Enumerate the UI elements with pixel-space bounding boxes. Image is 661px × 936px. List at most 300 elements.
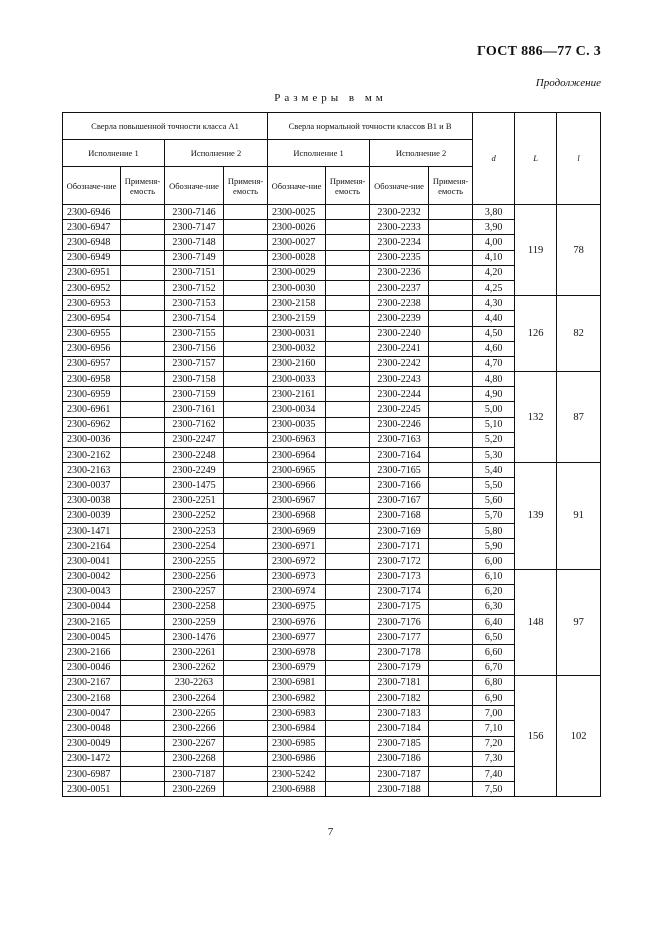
cell-b-exec1-designation: 2300-6977: [268, 630, 326, 645]
cell-a1-exec2-designation: 230-2263: [165, 675, 224, 690]
cell-a1-exec2-designation: 2300-2253: [165, 523, 224, 538]
cell-b-exec1-applicability: [326, 326, 370, 341]
cell-diameter: 5,90: [473, 539, 515, 554]
cell-b-exec2-designation: 2300-7179: [370, 660, 429, 675]
cell-b-exec2-applicability: [429, 539, 473, 554]
cell-a1-exec1-applicability: [121, 463, 165, 478]
cell-diameter: 6,50: [473, 630, 515, 645]
page-number: 7: [327, 826, 334, 838]
cell-b-exec1-designation: 2300-6971: [268, 539, 326, 554]
header-applicability: Применя-емость: [224, 167, 268, 205]
cell-a1-exec1-applicability: [121, 311, 165, 326]
cell-a1-exec1-applicability: [121, 539, 165, 554]
cell-a1-exec1-designation: 2300-0036: [63, 432, 121, 447]
cell-b-exec2-designation: 2300-7178: [370, 645, 429, 660]
cell-diameter: 5,70: [473, 508, 515, 523]
cell-diameter: 6,40: [473, 615, 515, 630]
cell-a1-exec2-applicability: [224, 432, 268, 447]
cell-b-exec1-designation: 2300-5242: [268, 766, 326, 781]
cell-b-exec2-designation: 2300-7182: [370, 691, 429, 706]
cell-a1-exec2-applicability: [224, 205, 268, 220]
cell-a1-exec1-designation: 2300-0046: [63, 660, 121, 675]
cell-a1-exec1-designation: 2300-6953: [63, 296, 121, 311]
cell-a1-exec2-applicability: [224, 539, 268, 554]
table-row: [63, 372, 601, 387]
header-col-d: d: [473, 113, 515, 205]
cell-a1-exec1-applicability: [121, 554, 165, 569]
cell-a1-exec2-applicability: [224, 478, 268, 493]
cell-b-exec2-applicability: [429, 220, 473, 235]
cell-a1-exec1-designation: 2300-2165: [63, 615, 121, 630]
cell-b-exec2-applicability: [429, 554, 473, 569]
cell-a1-exec1-applicability: [121, 326, 165, 341]
cell-a1-exec2-applicability: [224, 280, 268, 295]
cell-b-exec2-applicability: [429, 372, 473, 387]
cell-b-exec2-designation: 2300-2240: [370, 326, 429, 341]
cell-a1-exec1-applicability: [121, 341, 165, 356]
cell-a1-exec2-applicability: [224, 493, 268, 508]
cell-b-exec2-designation: 2300-7171: [370, 539, 429, 554]
cell-diameter: 5,40: [473, 463, 515, 478]
cell-b-exec1-designation: 2300-6985: [268, 736, 326, 751]
cell-b-exec1-applicability: [326, 205, 370, 220]
cell-b-exec2-applicability: [429, 417, 473, 432]
cell-b-exec2-applicability: [429, 448, 473, 463]
cell-a1-exec2-designation: 2300-2251: [165, 493, 224, 508]
cell-a1-exec1-applicability: [121, 630, 165, 645]
cell-b-exec2-applicability: [429, 721, 473, 736]
cell-b-exec2-applicability: [429, 205, 473, 220]
cell-b-exec2-designation: 2300-7169: [370, 523, 429, 538]
cell-a1-exec1-designation: 2300-6952: [63, 280, 121, 295]
cell-a1-exec2-designation: 2300-7157: [165, 356, 224, 371]
drill-designation-table: [62, 112, 601, 797]
cell-diameter: 5,00: [473, 402, 515, 417]
cell-a1-exec2-applicability: [224, 311, 268, 326]
cell-a1-exec2-designation: 2300-7147: [165, 220, 224, 235]
cell-b-exec1-designation: 2300-6963: [268, 432, 326, 447]
cell-a1-exec1-designation: 2300-0038: [63, 493, 121, 508]
cell-a1-exec2-applicability: [224, 372, 268, 387]
cell-a1-exec2-designation: 2300-2265: [165, 706, 224, 721]
cell-a1-exec2-applicability: [224, 356, 268, 371]
cell-a1-exec2-designation: 2300-7148: [165, 235, 224, 250]
cell-a1-exec2-applicability: [224, 523, 268, 538]
cell-a1-exec2-designation: 2300-7155: [165, 326, 224, 341]
cell-a1-exec1-applicability: [121, 736, 165, 751]
cell-b-exec1-designation: 2300-6988: [268, 782, 326, 797]
cell-diameter: 5,80: [473, 523, 515, 538]
cell-diameter: 6,90: [473, 691, 515, 706]
cell-a1-exec1-designation: 2300-0037: [63, 478, 121, 493]
cell-a1-exec2-designation: 2300-2268: [165, 751, 224, 766]
cell-b-exec2-designation: 2300-2239: [370, 311, 429, 326]
cell-b-exec2-applicability: [429, 463, 473, 478]
cell-b-exec1-designation: 2300-6975: [268, 599, 326, 614]
cell-diameter: 4,10: [473, 250, 515, 265]
cell-b-exec1-designation: 2300-6982: [268, 691, 326, 706]
cell-b-exec2-applicability: [429, 691, 473, 706]
cell-b-exec2-designation: 2300-2238: [370, 296, 429, 311]
cell-b-exec1-applicability: [326, 311, 370, 326]
cell-a1-exec2-designation: 2300-7153: [165, 296, 224, 311]
cell-a1-exec1-designation: 2300-6958: [63, 372, 121, 387]
cell-b-exec1-designation: 2300-2158: [268, 296, 326, 311]
cell-a1-exec1-designation: 2300-6957: [63, 356, 121, 371]
cell-a1-exec1-designation: 2300-0042: [63, 569, 121, 584]
cell-a1-exec2-designation: 2300-7158: [165, 372, 224, 387]
cell-b-exec1-designation: 2300-6976: [268, 615, 326, 630]
cell-diameter: 5,20: [473, 432, 515, 447]
cell-b-exec1-applicability: [326, 675, 370, 690]
cell-a1-exec2-applicability: [224, 508, 268, 523]
cell-b-exec1-designation: 2300-6979: [268, 660, 326, 675]
cell-b-exec1-applicability: [326, 235, 370, 250]
cell-b-exec1-designation: 2300-0028: [268, 250, 326, 265]
cell-length-L: 148: [515, 569, 557, 675]
cell-b-exec1-applicability: [326, 584, 370, 599]
table-row: [63, 296, 601, 311]
cell-a1-exec1-applicability: [121, 235, 165, 250]
cell-diameter: 5,10: [473, 417, 515, 432]
cell-b-exec2-designation: 2300-7176: [370, 615, 429, 630]
cell-diameter: 3,80: [473, 205, 515, 220]
cell-a1-exec1-applicability: [121, 432, 165, 447]
cell-a1-exec2-applicability: [224, 326, 268, 341]
document-code: ГОСТ 886—77 С. 3: [477, 44, 601, 59]
cell-a1-exec2-designation: 2300-7154: [165, 311, 224, 326]
cell-b-exec1-applicability: [326, 523, 370, 538]
cell-a1-exec2-applicability: [224, 691, 268, 706]
cell-b-exec1-designation: 2300-6966: [268, 478, 326, 493]
table-row: [63, 675, 601, 690]
cell-a1-exec1-applicability: [121, 645, 165, 660]
header-applicability: Применя-емость: [121, 167, 165, 205]
cell-a1-exec1-designation: 2300-6949: [63, 250, 121, 265]
cell-b-exec2-designation: 2300-7185: [370, 736, 429, 751]
cell-b-exec1-applicability: [326, 782, 370, 797]
cell-a1-exec2-designation: 2300-2249: [165, 463, 224, 478]
cell-b-exec1-designation: 2300-2159: [268, 311, 326, 326]
cell-b-exec1-designation: 2300-6983: [268, 706, 326, 721]
cell-a1-exec2-designation: 2300-7159: [165, 387, 224, 402]
cell-b-exec1-applicability: [326, 341, 370, 356]
cell-diameter: 7,40: [473, 766, 515, 781]
cell-diameter: 4,20: [473, 265, 515, 280]
table-row: [63, 569, 601, 584]
cell-b-exec2-designation: 2300-7184: [370, 721, 429, 736]
cell-length-l: 97: [557, 569, 601, 675]
cell-diameter: 5,50: [473, 478, 515, 493]
cell-diameter: 6,80: [473, 675, 515, 690]
header-designation: Обозначе-ние: [63, 167, 121, 205]
cell-a1-exec2-designation: 2300-1475: [165, 478, 224, 493]
cell-a1-exec2-applicability: [224, 387, 268, 402]
cell-a1-exec1-designation: 2300-6955: [63, 326, 121, 341]
cell-a1-exec1-applicability: [121, 782, 165, 797]
cell-b-exec2-applicability: [429, 645, 473, 660]
cell-b-exec1-applicability: [326, 508, 370, 523]
cell-a1-exec2-applicability: [224, 448, 268, 463]
cell-diameter: 4,90: [473, 387, 515, 402]
cell-diameter: 7,20: [473, 736, 515, 751]
cell-b-exec2-applicability: [429, 341, 473, 356]
cell-a1-exec2-applicability: [224, 766, 268, 781]
cell-diameter: 7,00: [473, 706, 515, 721]
cell-b-exec1-designation: 2300-0033: [268, 372, 326, 387]
cell-a1-exec2-designation: 2300-1476: [165, 630, 224, 645]
cell-diameter: 7,30: [473, 751, 515, 766]
cell-b-exec2-applicability: [429, 584, 473, 599]
cell-a1-exec2-applicability: [224, 645, 268, 660]
cell-a1-exec1-designation: 2300-2167: [63, 675, 121, 690]
cell-b-exec2-designation: 2300-7181: [370, 675, 429, 690]
cell-b-exec2-designation: 2300-2236: [370, 265, 429, 280]
cell-a1-exec1-designation: 2300-0051: [63, 782, 121, 797]
cell-a1-exec1-designation: 2300-6946: [63, 205, 121, 220]
cell-b-exec1-applicability: [326, 448, 370, 463]
cell-diameter: 4,50: [473, 326, 515, 341]
cell-length-L: 126: [515, 296, 557, 372]
header-applicability: Применя-емость: [326, 167, 370, 205]
cell-b-exec1-applicability: [326, 463, 370, 478]
cell-diameter: 4,60: [473, 341, 515, 356]
cell-b-exec1-designation: 2300-0029: [268, 265, 326, 280]
cell-length-L: 119: [515, 205, 557, 296]
cell-b-exec1-designation: 2300-0034: [268, 402, 326, 417]
cell-a1-exec2-applicability: [224, 296, 268, 311]
cell-a1-exec1-applicability: [121, 296, 165, 311]
cell-b-exec1-applicability: [326, 569, 370, 584]
cell-b-exec2-designation: 2300-7168: [370, 508, 429, 523]
header-designation: Обозначе-ние: [268, 167, 326, 205]
cell-a1-exec1-designation: 2300-6959: [63, 387, 121, 402]
cell-a1-exec2-designation: 2300-7151: [165, 265, 224, 280]
cell-a1-exec1-applicability: [121, 660, 165, 675]
cell-b-exec1-applicability: [326, 539, 370, 554]
cell-diameter: 4,30: [473, 296, 515, 311]
cell-diameter: 4,40: [473, 311, 515, 326]
cell-diameter: 6,30: [473, 599, 515, 614]
cell-a1-exec2-applicability: [224, 751, 268, 766]
cell-b-exec1-designation: 2300-0026: [268, 220, 326, 235]
cell-diameter: 7,10: [473, 721, 515, 736]
cell-length-l: 82: [557, 296, 601, 372]
cell-b-exec1-designation: 2300-0032: [268, 341, 326, 356]
cell-b-exec1-designation: 2300-0027: [268, 235, 326, 250]
cell-a1-exec2-designation: 2300-2248: [165, 448, 224, 463]
cell-a1-exec1-designation: 2300-0049: [63, 736, 121, 751]
cell-diameter: 6,60: [473, 645, 515, 660]
cell-diameter: 7,50: [473, 782, 515, 797]
cell-a1-exec1-designation: 2300-6987: [63, 766, 121, 781]
cell-a1-exec1-applicability: [121, 448, 165, 463]
cell-a1-exec1-applicability: [121, 691, 165, 706]
cell-a1-exec1-applicability: [121, 478, 165, 493]
cell-length-l: 91: [557, 463, 601, 569]
cell-b-exec2-designation: 2300-2234: [370, 235, 429, 250]
cell-a1-exec1-designation: 2300-2162: [63, 448, 121, 463]
cell-a1-exec1-designation: 2300-2164: [63, 539, 121, 554]
cell-b-exec2-applicability: [429, 280, 473, 295]
header-a1-exec2: Исполнение 2: [165, 140, 268, 167]
cell-a1-exec1-designation: 2300-1471: [63, 523, 121, 538]
cell-a1-exec2-designation: 2300-7149: [165, 250, 224, 265]
cell-a1-exec2-designation: 2300-7162: [165, 417, 224, 432]
header-col-l: l: [557, 113, 601, 205]
cell-a1-exec2-designation: 2300-2259: [165, 615, 224, 630]
cell-a1-exec2-applicability: [224, 675, 268, 690]
cell-diameter: 6,10: [473, 569, 515, 584]
cell-a1-exec1-designation: 2300-2168: [63, 691, 121, 706]
cell-a1-exec2-applicability: [224, 250, 268, 265]
cell-b-exec2-applicability: [429, 569, 473, 584]
cell-b-exec1-designation: 2300-0031: [268, 326, 326, 341]
cell-b-exec1-designation: 2300-0035: [268, 417, 326, 432]
cell-b-exec2-applicability: [429, 402, 473, 417]
cell-b-exec1-applicability: [326, 250, 370, 265]
cell-b-exec2-designation: 2300-2246: [370, 417, 429, 432]
cell-b-exec1-applicability: [326, 736, 370, 751]
header-applicability: Применя-емость: [429, 167, 473, 205]
cell-a1-exec1-designation: 2300-0044: [63, 599, 121, 614]
cell-b-exec2-applicability: [429, 766, 473, 781]
cell-a1-exec1-designation: 2300-6961: [63, 402, 121, 417]
cell-b-exec1-designation: 2300-6972: [268, 554, 326, 569]
header-group-a1: Сверла повышенной точности класса А1: [63, 113, 268, 140]
cell-b-exec2-designation: 2300-7163: [370, 432, 429, 447]
cell-b-exec2-applicability: [429, 660, 473, 675]
cell-diameter: 3,90: [473, 220, 515, 235]
cell-a1-exec1-applicability: [121, 584, 165, 599]
cell-b-exec2-applicability: [429, 706, 473, 721]
cell-b-exec2-designation: 2300-2241: [370, 341, 429, 356]
cell-b-exec2-applicability: [429, 508, 473, 523]
cell-a1-exec2-applicability: [224, 569, 268, 584]
cell-a1-exec2-designation: 2300-2261: [165, 645, 224, 660]
header-designation: Обозначе-ние: [370, 167, 429, 205]
cell-b-exec1-designation: 2300-2160: [268, 356, 326, 371]
cell-a1-exec1-applicability: [121, 675, 165, 690]
cell-a1-exec2-designation: 2300-2258: [165, 599, 224, 614]
cell-b-exec1-designation: 2300-6974: [268, 584, 326, 599]
cell-a1-exec2-designation: 2300-2254: [165, 539, 224, 554]
cell-b-exec1-designation: 2300-6965: [268, 463, 326, 478]
drill-table-wrapper: [62, 112, 600, 797]
cell-b-exec1-designation: 2300-6984: [268, 721, 326, 736]
cell-a1-exec1-applicability: [121, 280, 165, 295]
cell-b-exec2-applicability: [429, 311, 473, 326]
cell-a1-exec1-designation: 2300-0043: [63, 584, 121, 599]
cell-a1-exec2-designation: 2300-2252: [165, 508, 224, 523]
cell-a1-exec2-applicability: [224, 736, 268, 751]
cell-b-exec2-applicability: [429, 478, 473, 493]
cell-a1-exec1-designation: 2300-6948: [63, 235, 121, 250]
cell-length-L: 139: [515, 463, 557, 569]
cell-b-exec1-applicability: [326, 280, 370, 295]
cell-a1-exec2-designation: 2300-7161: [165, 402, 224, 417]
cell-b-exec2-designation: 2300-7172: [370, 554, 429, 569]
cell-a1-exec1-applicability: [121, 356, 165, 371]
cell-b-exec2-designation: 2300-2242: [370, 356, 429, 371]
cell-a1-exec2-applicability: [224, 706, 268, 721]
cell-a1-exec1-applicability: [121, 766, 165, 781]
cell-a1-exec1-applicability: [121, 751, 165, 766]
cell-b-exec1-applicability: [326, 721, 370, 736]
cell-b-exec1-applicability: [326, 387, 370, 402]
cell-b-exec2-designation: 2300-7164: [370, 448, 429, 463]
cell-a1-exec2-designation: 2300-2266: [165, 721, 224, 736]
cell-b-exec1-designation: 2300-0025: [268, 205, 326, 220]
header-b-exec2: Исполнение 2: [370, 140, 473, 167]
cell-b-exec2-designation: 2300-7166: [370, 478, 429, 493]
cell-a1-exec2-applicability: [224, 402, 268, 417]
cell-a1-exec2-applicability: [224, 660, 268, 675]
cell-a1-exec1-applicability: [121, 205, 165, 220]
cell-b-exec1-applicability: [326, 599, 370, 614]
cell-b-exec2-applicability: [429, 493, 473, 508]
cell-b-exec1-designation: 2300-6978: [268, 645, 326, 660]
cell-a1-exec1-designation: 2300-2166: [63, 645, 121, 660]
cell-b-exec2-designation: 2300-7167: [370, 493, 429, 508]
cell-b-exec1-applicability: [326, 356, 370, 371]
table-row: [63, 463, 601, 478]
cell-b-exec2-applicability: [429, 630, 473, 645]
cell-diameter: 4,80: [473, 372, 515, 387]
cell-diameter: 6,00: [473, 554, 515, 569]
cell-b-exec2-applicability: [429, 751, 473, 766]
cell-a1-exec2-designation: 2300-7187: [165, 766, 224, 781]
header-group-b1b: Сверла нормальной точности классов В1 и В: [268, 113, 473, 140]
cell-b-exec2-designation: 2300-7174: [370, 584, 429, 599]
cell-b-exec1-designation: 2300-6964: [268, 448, 326, 463]
cell-b-exec2-designation: 2300-2233: [370, 220, 429, 235]
cell-b-exec1-applicability: [326, 432, 370, 447]
cell-a1-exec2-applicability: [224, 584, 268, 599]
cell-b-exec1-designation: 2300-6981: [268, 675, 326, 690]
cell-a1-exec1-designation: 2300-2163: [63, 463, 121, 478]
cell-b-exec2-applicability: [429, 387, 473, 402]
cell-a1-exec2-designation: 2300-7146: [165, 205, 224, 220]
cell-a1-exec2-applicability: [224, 721, 268, 736]
cell-a1-exec2-applicability: [224, 782, 268, 797]
cell-b-exec2-designation: 2300-7173: [370, 569, 429, 584]
cell-b-exec2-applicability: [429, 782, 473, 797]
cell-a1-exec1-designation: 2300-6956: [63, 341, 121, 356]
cell-b-exec1-designation: 2300-6967: [268, 493, 326, 508]
cell-b-exec1-applicability: [326, 372, 370, 387]
cell-b-exec2-applicability: [429, 615, 473, 630]
cell-b-exec1-designation: 2300-0030: [268, 280, 326, 295]
cell-b-exec1-applicability: [326, 766, 370, 781]
cell-b-exec1-designation: 2300-6969: [268, 523, 326, 538]
cell-b-exec2-applicability: [429, 296, 473, 311]
header-designation: Обозначе-ние: [165, 167, 224, 205]
cell-a1-exec2-designation: 2300-2262: [165, 660, 224, 675]
cell-b-exec1-designation: 2300-2161: [268, 387, 326, 402]
cell-b-exec2-applicability: [429, 675, 473, 690]
cell-b-exec1-applicability: [326, 630, 370, 645]
cell-a1-exec1-applicability: [121, 372, 165, 387]
cell-b-exec2-applicability: [429, 235, 473, 250]
header-b-exec1: Исполнение 1: [268, 140, 370, 167]
cell-b-exec1-designation: 2300-6968: [268, 508, 326, 523]
header-col-L: L: [515, 113, 557, 205]
cell-b-exec2-applicability: [429, 599, 473, 614]
cell-a1-exec1-designation: 2300-0045: [63, 630, 121, 645]
cell-a1-exec1-applicability: [121, 615, 165, 630]
cell-a1-exec1-applicability: [121, 250, 165, 265]
